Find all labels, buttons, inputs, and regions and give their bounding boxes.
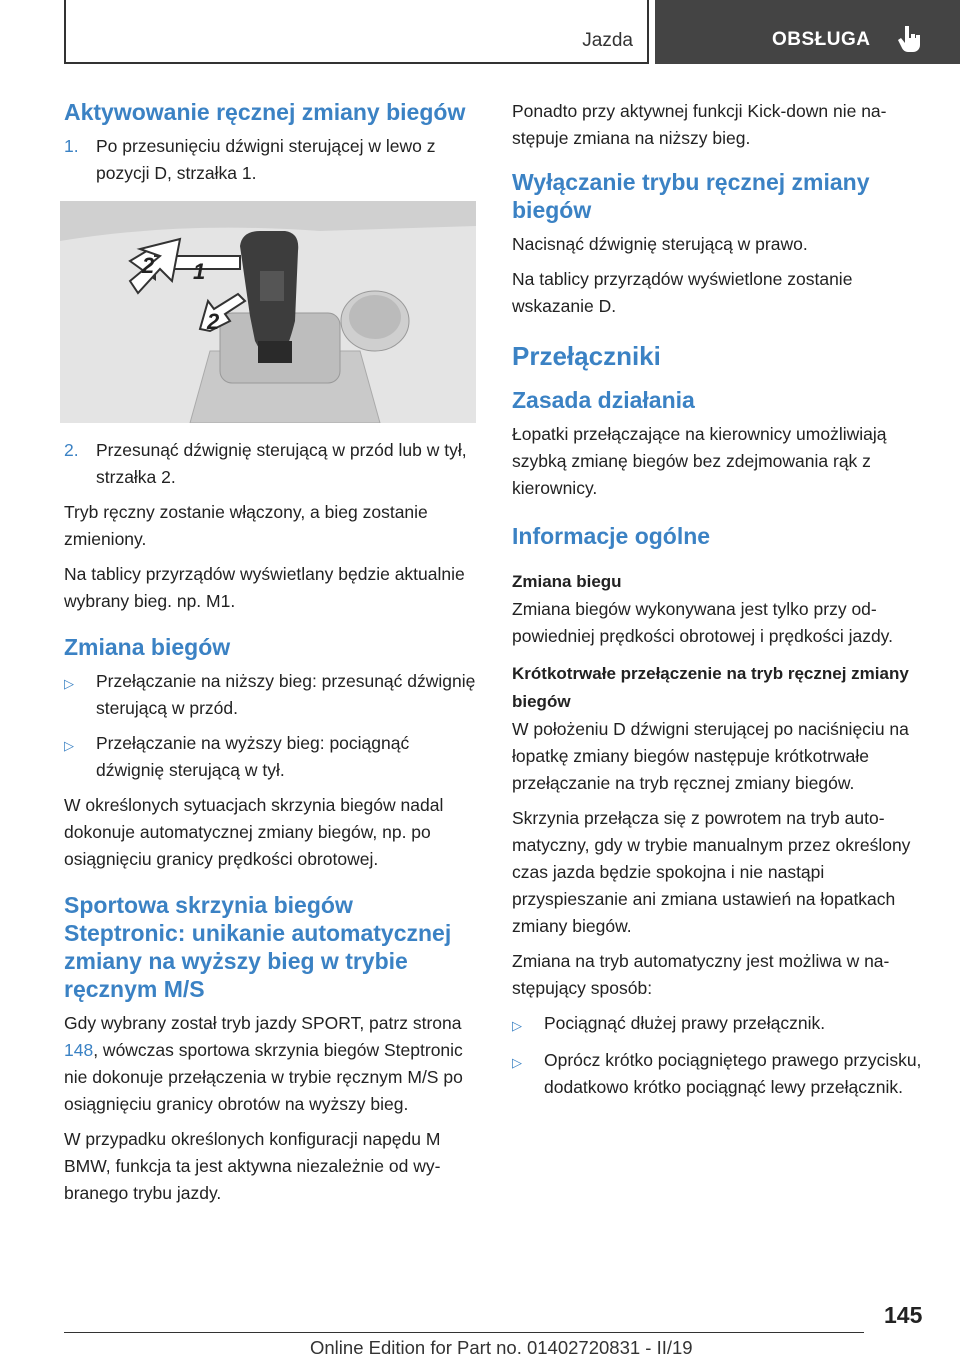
paragraph: Zmiana biegów wykonywana jest tylko przy odpowiedniej prędkości obrotowej i prędkości jazdy.: [512, 599, 893, 646]
step-2: [64, 437, 476, 491]
footer-edition: Online Edition for Part no. 01402720831 - II/19: [310, 1337, 693, 1358]
step-1-text: Po przesunięciu dźwigni sterującej w lewo z pozycji D, strzałka 1.: [96, 136, 436, 183]
paragraph-sport: [64, 1010, 476, 1118]
bullet-item: [64, 668, 476, 722]
paragraph: Łopatki przełączające na kierownicy umożliwiają szybką zmianę biegów bez zdejmowania rąk z kierownicy.: [512, 424, 887, 498]
heading-principle: Zasada działania: [512, 387, 695, 413]
paragraph: W przypadku określonych konfiguracji napędu M BMW, funkcja ta jest aktywna niezależnie od wybranego trybu jazdy.: [64, 1129, 441, 1203]
triangle-bullet-icon: ▷: [512, 1055, 522, 1070]
bullet-text: Przełączanie na wyższy bieg: pociągnąć dźwignię sterującą w tył.: [96, 733, 410, 780]
paragraph: Skrzynia przełącza się z powrotem na tryb automatyczny, gdy w trybie manualnym przez określony czas jazda będzie spokojna i nie nastąpi przyspieszanie ani zmiana ustawień na łopatkach zmiany biegów.: [512, 808, 911, 936]
triangle-bullet-icon: ▷: [64, 738, 74, 753]
right-column: [512, 98, 932, 1109]
bullet-item: [512, 1047, 932, 1101]
step-1-number: 1.: [64, 136, 79, 156]
page-number: 145: [884, 1302, 923, 1328]
paragraph: Na tablicy przyrządów wyświetlone zostanie wskazanie D.: [512, 269, 853, 316]
bullet-text: Przełączanie na niższy bieg: przesunąć dźwignię sterującą w przód.: [96, 671, 476, 718]
paragraph: Nacisnąć dźwignię sterującą w prawo.: [512, 234, 808, 254]
figure-label-2-lower: 2: [207, 309, 220, 334]
step-2-number: 2.: [64, 440, 79, 460]
heading-gear-change: Zmiana biegów: [64, 634, 231, 660]
heading-switches: Przełączniki: [512, 341, 661, 371]
figure-label-2-upper: 2: [142, 253, 155, 278]
triangle-bullet-icon: ▷: [64, 676, 74, 691]
bullet-text: Oprócz krótko pociągniętego prawego przycisku, dodatkowo krótko pociągnąć lewy przełącznik.: [544, 1050, 922, 1097]
triangle-bullet-icon: ▷: [512, 1018, 522, 1033]
gear-selector-figure: [60, 201, 476, 423]
header-section-box: [64, 0, 649, 64]
footer-divider: [64, 1332, 864, 1333]
subheading-short-manual: Krótkotrwałe przełączenie na tryb ręcznej zmiany biegów: [512, 664, 909, 711]
header-chapter-tab: [655, 0, 960, 64]
paragraph-text: Gdy wybrany został tryb jazdy SPORT, patrz strona: [64, 1013, 462, 1033]
bullet-item: [64, 730, 476, 784]
hand-pointer-icon: [897, 24, 923, 59]
step-2-text: Przesunąć dźwignię sterującą w przód lub w tył, strzałka 2.: [96, 440, 467, 487]
header-chapter-title: OBSŁUGA: [772, 29, 871, 50]
header-section-title: Jazda: [582, 30, 633, 51]
heading-general-info: Informacje ogólne: [512, 523, 711, 549]
heading-sport-steptronic: Sportowa skrzynia biegów Steptronic: unikanie automatycznej zmiany na wyższy bieg w trybie ręcznym M/S: [64, 892, 452, 1002]
paragraph: Ponadto przy aktywnej funkcji Kick-down nie następuje zmiana na niższy bieg.: [512, 101, 887, 148]
paragraph: Zmiana na tryb automatyczny jest możliwa w następujący sposób:: [512, 951, 890, 998]
paragraph-text: , wówczas sportowa skrzynia biegów Steptronic nie dokonuje przełączenia w trybie ręcznym M/S po osiągnięciu granicy obrotów na wyższy bieg.: [64, 1040, 463, 1114]
left-column: [64, 98, 476, 1215]
figure-label-1: 1: [193, 259, 206, 284]
paragraph: W określonych sytuacjach skrzynia biegów nadal dokonuje automatycznej zmiany biegów, np. po osiągnięciu granicy prędkości obrotowej.: [64, 795, 444, 869]
paragraph: W położeniu D dźwigni sterującej po naciśnięciu na łopatkę zmiany biegów następuje krótkotrwałe przełączanie na tryb ręcznej zmiany biegów.: [512, 719, 909, 793]
bullet-text: Pociągnąć dłużej prawy przełącznik.: [544, 1013, 826, 1033]
paragraph: Na tablicy przyrządów wyświetlany będzie aktualnie wybrany bieg. np. M1.: [64, 564, 465, 611]
bullet-item: [512, 1010, 932, 1039]
paragraph: Tryb ręczny zostanie włączony, a bieg zostanie zmieniony.: [64, 502, 428, 549]
step-1: [64, 133, 476, 187]
heading-activate-manual: Aktywowanie ręcznej zmiany biegów: [64, 99, 466, 125]
subheading-gear-change: Zmiana biegu: [512, 572, 622, 591]
page-link-148[interactable]: 148: [64, 1040, 94, 1060]
heading-disable-manual: Wyłączanie trybu ręcznej zmiany biegów: [512, 169, 870, 223]
